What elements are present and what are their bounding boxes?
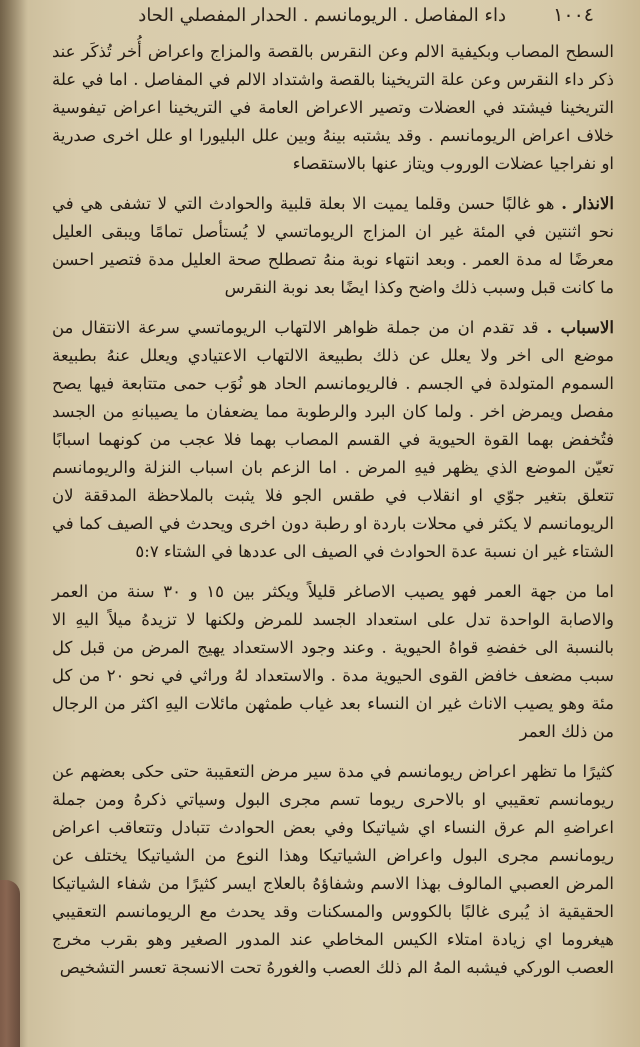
paragraph-diagnosis-continued [52,38,614,178]
paragraph-lead: الانذار . [561,194,615,213]
holding-thumb [0,880,20,1047]
page-body [52,38,614,994]
paragraph-gonorrheal-rheumatism [52,758,614,982]
paragraph-lead: الاسباب . [546,318,614,337]
paragraph-text: قد تقدم ان من جملة ظواهر الالتهاب الريوماتسي سرعة الانتقال من موضع الى اخر ولا يعلل عن ذلك بطبيعة الالتهاب الاعتيادي ويعلل عنهُ بطبيعة السموم المتولدة في الجسم . فالريومانسم الحاد هو نُوَب حمى متتابعة فيها يصح مفصل ويمرض اخر . ولما كان البرد والرطوبة مما يضعفان ما يصيبانهِ من الجسد فتُخفض بهما القوة الحيوية في القسم المصاب بهما فلا عجب من كونهما اسبابًا تعيّن الموضع الذي يظهر فيهِ المرض . اما الزعم بان اسباب النزلة والريومانسم تتعلق بتغير جوّي او انقلاب في طقس الجو فلا يثبت بالملاحظة المدققة لان الريومانسم لا يكثر في محلات باردة او رطبة دون اخرى ويحدث في الصيف كما في الشتاء غير ان نسبة عدة الحوادث في الصيف الى عددها في الشتاء ٥:٧ [52,318,614,561]
paragraph-text: هو غالبًا حسن وقلما يميت الا بعلة قلبية والحوادث التي لا تشفى هي في نحو اثنتين في المئة غير ان المزاج الريوماتسي لا يُستأصل تمامًا ويبقى العليل معرضًا له مدة العمر . وبعد انتهاء نوبة منهُ تصطلح صحة العليل مدة فتصير احسن ما كانت قبل وسبب ذلك واضح وكذا ايضًا بعد نوبة النقرس [52,194,614,297]
running-title: داء المفاصل . الريومانسم . الحدار المفصلي الحاد [138,5,506,26]
paragraph-text: اما من جهة العمر فهو يصيب الاصاغر قليلاً ويكثر بين ١٥ و ٣٠ سنة من العمر والاصابة الواحدة تدل على استعداد الجسد للمرض ولكنها لا تزيدهُ ميلاً اليهِ الا بالنسبة الى خفضهِ قواهُ الحيوية . وعند وجود الاستعداد يهيج المرض من قبل كل سبب مضعف خافض القوى الحيوية مدة . والاستعداد لهُ وراثي في نحو ٢٠ من كل مئة وهو يصيب الاناث غير ان النساء بعد غياب طمثهن مائلات اليهِ اكثر من الرجال من ذلك العمر [52,582,615,741]
page-number: ١٠٠٤ [553,4,594,26]
paragraph-age [52,578,614,746]
page-header [30,4,616,30]
paragraph-causes [52,314,614,566]
paragraph-prognosis [52,190,614,302]
paragraph-text: السطح المصاب وبكيفية الالم وعن النقرس بالقصة والمزاج واعراض أُخر تُذكَر عند ذكر داء النقرس وعن علة التريخينا بالقصة واشتداد الالم في المفاصل . اما في علة التريخينا فيشتد في العضلات وتصير الاعراض العامة في التريخينا اعراض تيفوسية خلاف اعراض الريومانسم . وقد يشتبه بينهُ وبين علل البليورا او علل اخرى صدرية او نفراجيا عضلات الوروب ويتاز عنها بالاستقصاء [52,42,614,173]
paragraph-text: كثيرًا ما تظهر اعراض ريومانسم في مدة سير مرض التعقيبة حتى حكى بعضهم عن ريومانسم تعقيبي او بالاحرى ريوما تسم مجرى البول وسياتي ذكرهُ ومن جملة اعراضهِ الم عرق النساء اي شياتيكا وفي بعض الحوادث تتبادل وتتعاقب اعراض ريومانسم مجرى البول واعراض الشياتيكا وهذا النوع من الشياتيكا يختلف عن المرض العصبي المالوف بهذا الاسم وشفاؤهُ بالعلاج ايسر كثيرًا من شفاء الشياتيكا الحقيقية اذ يُبرى غالبًا بالكووس والمسكنات وقد يحدث مع الريومانسم التعقيبي هيغروما اي زيادة امتلاء الكيس المخاطي عند المدور الصغير وهو بقرب مخرج العصب الوركي فيشبه المهُ الم ذلك العصب والغورهُ تحت الانسجة تعسر التشخيص [52,762,614,977]
